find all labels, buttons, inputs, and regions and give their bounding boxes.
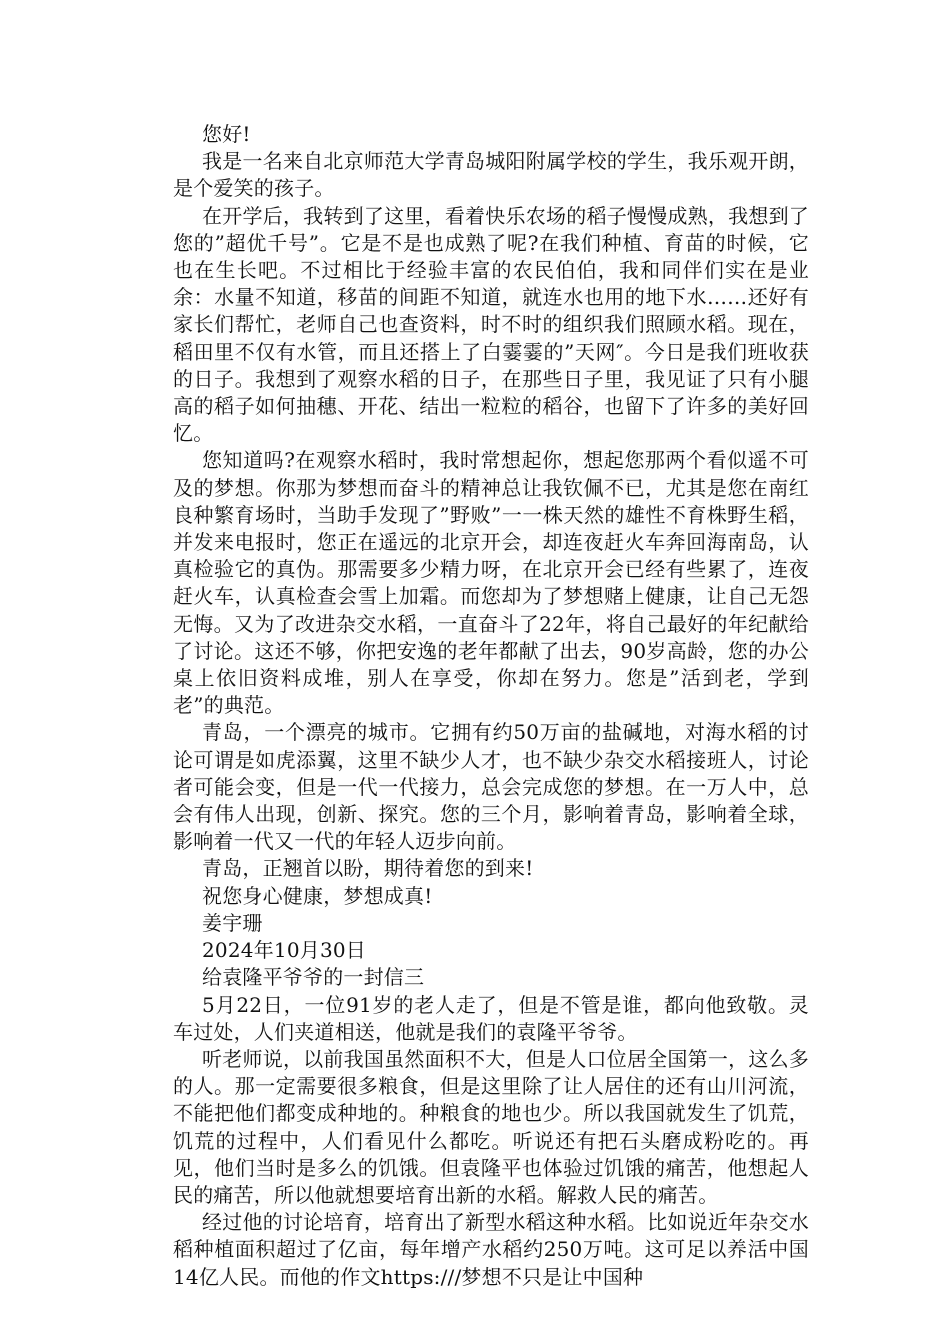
letter-paragraph: 经过他的讨论培育，培育出了新型水稻这种水稻。比如说近年杂交水稻种植面积超过了亿亩，每年增产水稻约250万吨。这可足以养活中国14亿人民。而他的作文https:///梦想不只是让中国种 [173,1210,809,1289]
letter-paragraph: 我是一名来自北京师范大学青岛城阳附属学校的学生，我乐观开朗，是个爱笑的孩子。 [173,149,809,201]
letter-date: 2024年10月30日 [202,938,366,963]
letter-greeting: 您好! [202,122,251,146]
letter-paragraph: 青岛，一个漂亮的城市。它拥有约50万亩的盐碱地，对海水稻的讨论可谓是如虎添翼，这里不缺少人才，也不缺少杂交水稻接班人，讨论者可能会变，但是一代一代接力，总会完成您的梦想。在一万人中，总会有伟人出现，创新、探究。您的三个月，影响着青岛，影响着全球，影响着一代又一代的年轻人迈步向前。 [173,720,809,854]
letter-paragraph: 您知道吗?在观察水稻时，我时常想起你，想起您那两个看似遥不可及的梦想。你那为梦想而奋斗的精神总让我钦佩不已，尤其是您在南红良种繁育场时，当助手发现了”野败”一一株天然的雄性不育株野生稻，并发来电报时，您正在遥远的北京开会，却连夜赶火车奔回海南岛，认真检验它的真伪。那需要多少精力呀，在北京开会已经有些累了，连夜赶火车，认真检查会雪上加霜。而您却为了梦想赌上健康，让自己无怨无悔。又为了改进杂交水稻，一直奋斗了22年，将自己最好的年纪献给了讨论。这还不够，你把安逸的老年都献了出去，90岁高龄，您的办公桌上依旧资料成堆，别人在享受，你却在努力。您是”活到老，学到老”的典范。 [173,448,809,718]
letter-closing: 祝您身心健康，梦想成真! [202,883,433,908]
letter-signature: 姜宇珊 [202,910,263,935]
letter-title: 给袁隆平爷爷的一封信三 [202,965,425,990]
letter-paragraph: 5月22日，一位91岁的老人走了，但是不管是谁，都向他致敬。灵车过处，人们夹道相送，他就是我们的袁隆平爷爷。 [173,992,809,1044]
letter-paragraph: 听老师说，以前我国虽然面积不大，但是人口位居全国第一，这么多的人。那一定需要很多粮食，但是这里除了让人居住的还有山川河流，不能把他们都变成种地的。种粮食的地也少。所以我国就发生了饥荒，饥荒的过程中，人们看见什么都吃。听说还有把石头磨成粉吃的。再见，他们当时是多么的饥饿。但袁隆平也体验过饥饿的痛苦，他想起人民的痛苦，所以他就想要培育出新的水稻。解救人民的痛苦。 [173,1046,809,1207]
document-body [173,121,809,1291]
letter-paragraph: 在开学后，我转到了这里，看着快乐农场的稻子慢慢成熟，我想到了您的”超优千号”。它是不是也成熟了呢?在我们种植、育苗的时候，它也在生长吧。不过相比于经验丰富的农民伯伯，我和同伴们实在是业余：水量不知道，移苗的间距不知道，就连水也用的地下水……还好有家长们帮忙，老师自己也查资料，时不时的组织我们照顾水稻。现在，稻田里不仅有水管，而且还搭上了白霎霎的”天网″。今日是我们班收获的日子。我想到了观察水稻的日子，在那些日子里，我见证了只有小腿高的稻子如何抽穗、开花、结出一粒粒的稻谷，也留下了许多的美好回忆。 [173,203,809,446]
letter-closing: 青岛，正翘首以盼，期待着您的到来! [202,856,534,881]
